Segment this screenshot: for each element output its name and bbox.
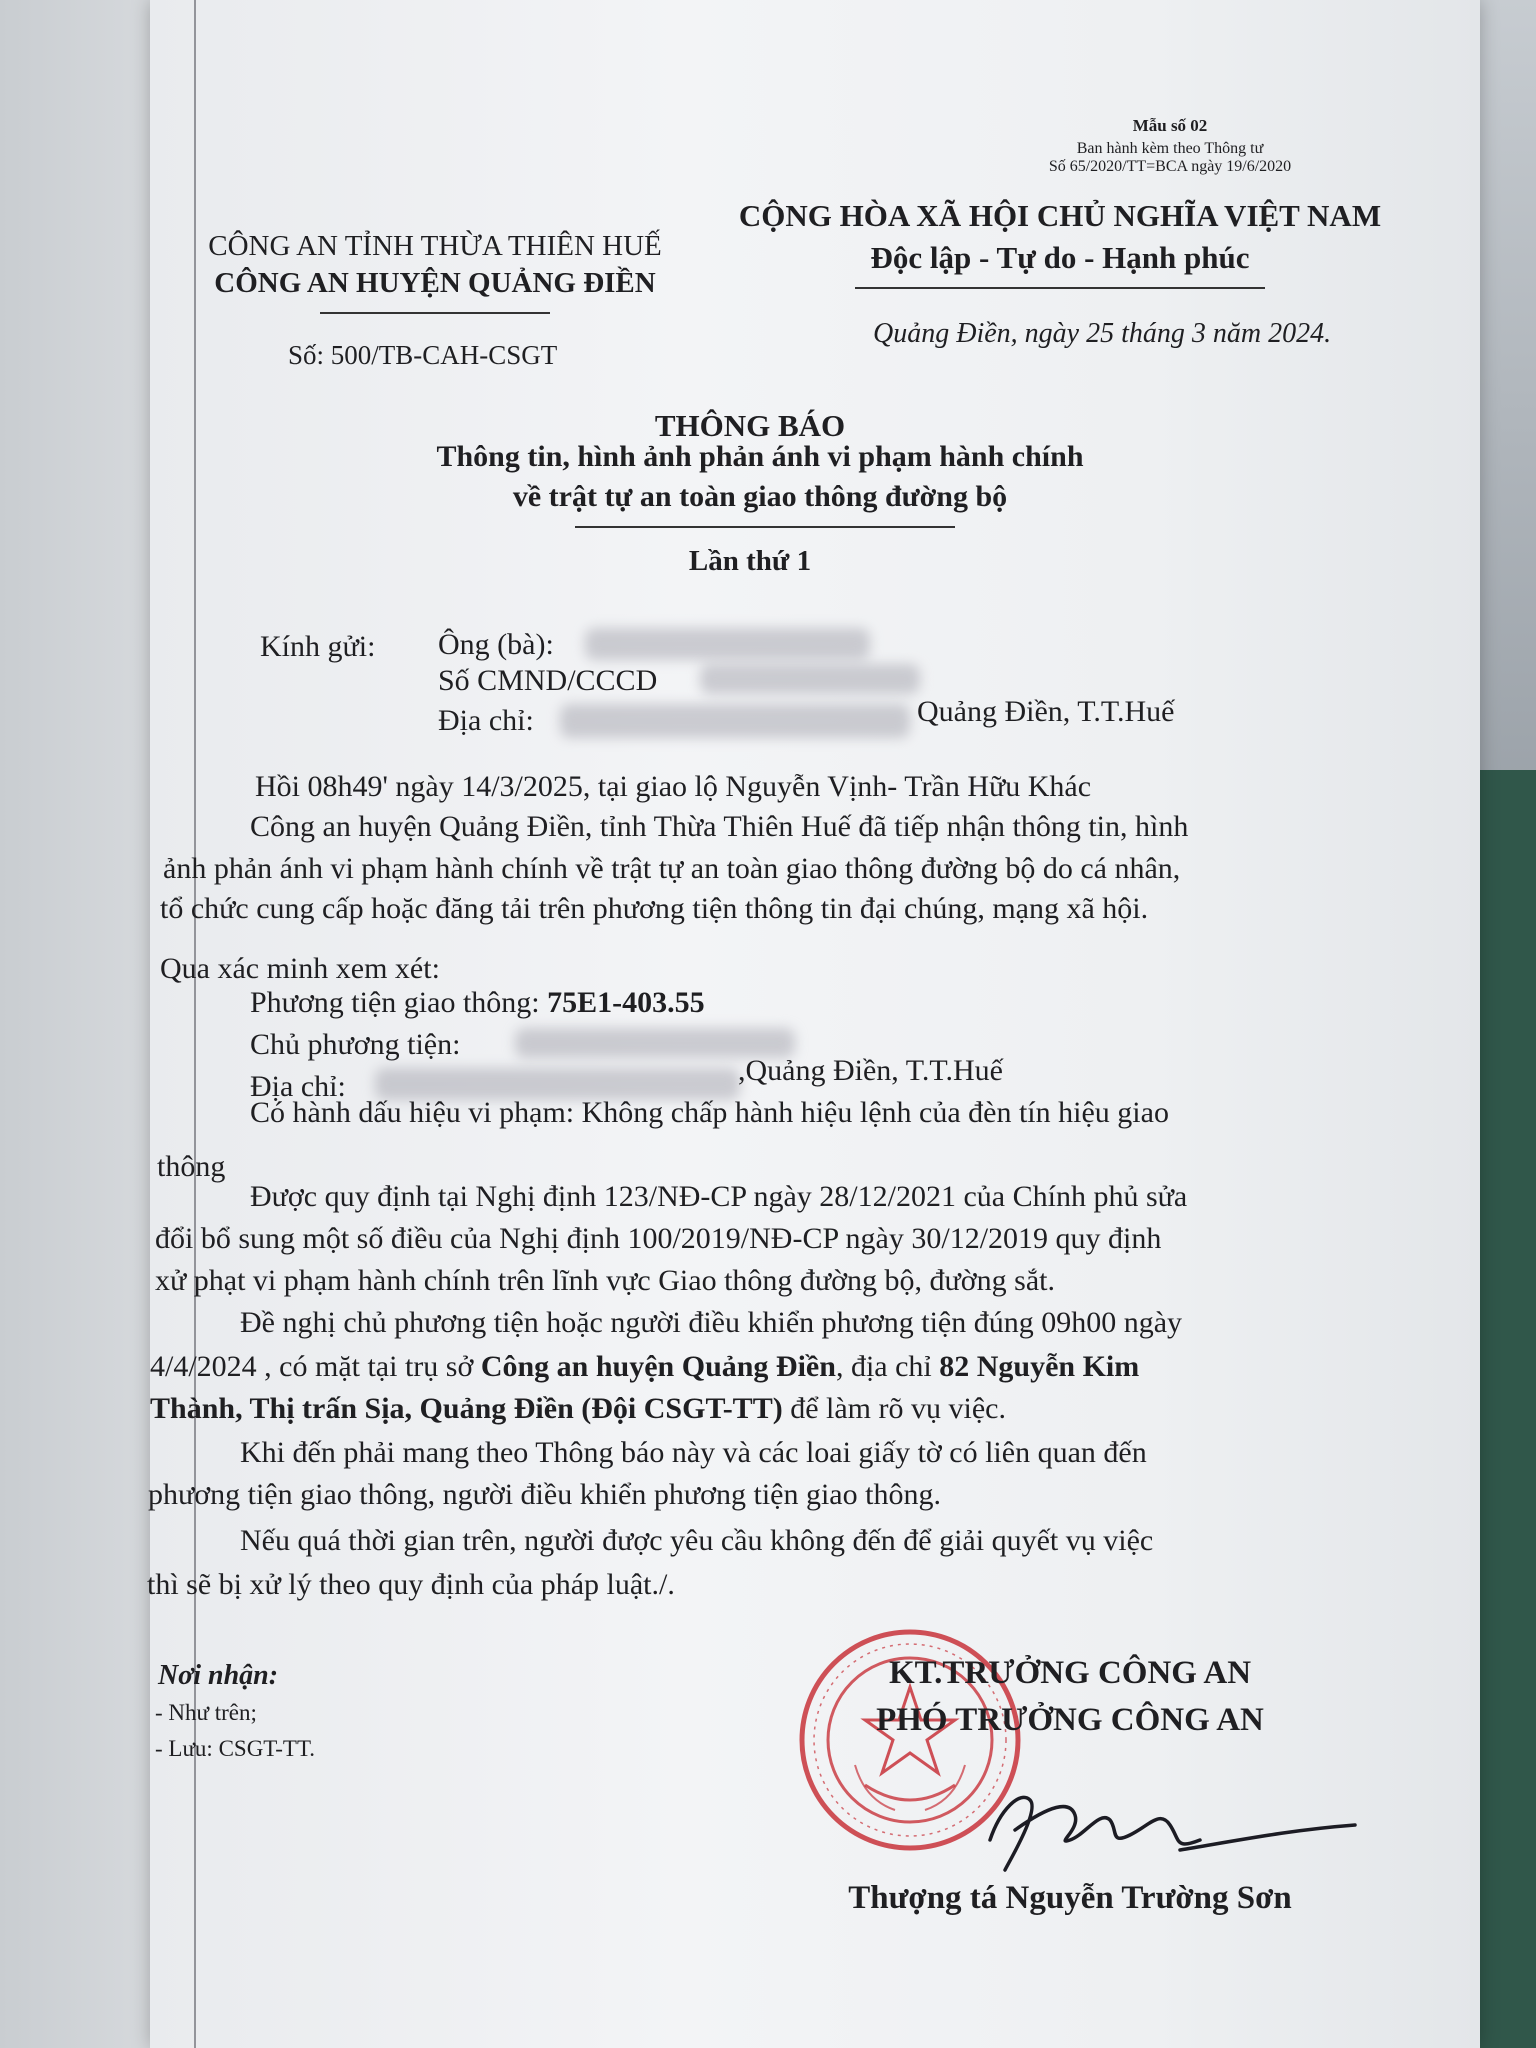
owner-address-suffix: ,Quảng Điền, T.T.Huế [738,1054,1003,1087]
body-p2-line1: Công an huyện Quảng Điền, tỉnh Thừa Thiên Huế đã tiếp nhận thông tin, hình [250,810,1189,843]
country-name: CỘNG HÒA XÃ HỘI CHỦ NGHĨA VIỆT NAM [738,198,1382,233]
legal-line3: xử phạt vi phạm hành chính trên lĩnh vực Giao thông đường bộ, đường sắt. [155,1264,1055,1297]
violation-line1: Có hành dấu hiệu vi phạm: Không chấp hành hiệu lệnh của đèn tín hiệu giao [250,1096,1169,1129]
body-p1: Hồi 08h49' ngày 14/3/2025, tại giao lộ Nguyễn Vịnh- Trần Hữu Khác [255,770,1092,803]
title-times: Lần thứ 1 [688,545,812,577]
motto: Độc lập - Tự do - Hạnh phúc [870,240,1250,275]
agency-top: CÔNG AN TỈNH THỪA THIÊN HUẾ [208,230,662,262]
owner-address-label: Địa chỉ: [250,1070,346,1103]
form-circular: Số 65/2020/TT=BCA ngày 19/6/2020 [1048,158,1292,175]
signature-role-1: KT.TRƯỞNG CÔNG AN [888,1655,1252,1691]
title-underline [575,526,955,528]
vehicle-line [250,986,705,1020]
form-issued-with: Ban hành kèm theo Thông tư [1076,140,1264,157]
request-purpose: để làm rõ vụ việc. [782,1392,1006,1425]
recipient-name-label: Ông (bà): [438,628,554,661]
place-date: Quảng Điền, ngày 25 tháng 3 năm 2024. [873,318,1332,349]
motto-underline [855,287,1265,289]
recipient-id-label: Số CMND/CCCD [438,664,658,697]
recipient-address-suffix: Quảng Điền, T.T.Huế [917,695,1175,728]
redacted-id [700,664,920,694]
redacted-address [560,704,910,738]
request-address-cont: Thành, Thị trấn Sịa, Quảng Điền (Đội CSGT-TT) [150,1392,783,1425]
signer-name: Thượng tá Nguyễn Trường Sơn [848,1880,1292,1916]
legal-line2: đổi bổ sung một số điều của Nghị định 100/2019/NĐ-CP ngày 30/12/2019 quy định [155,1222,1162,1255]
handwritten-signature-icon [960,1770,1360,1880]
bring-line2: phương tiện giao thông, người điều khiển phương tiện giao thông. [148,1478,941,1511]
recipient-label: Kính gửi: [260,630,376,663]
request-line3 [150,1392,1006,1426]
document-title: THÔNG BÁO [654,408,846,443]
body-p2-line2: ảnh phản ánh vi phạm hành chính về trật tự an toàn giao thông đường bộ do cá nhân, [163,852,1181,885]
request-line1: Đề nghị chủ phương tiện hoặc người điều khiển phương tiện đúng 09h00 ngày [240,1306,1183,1339]
request-date-text: 4/4/2024 , có mặt tại trụ sở [150,1350,481,1383]
vehicle-label: Phương tiện giao thông: [250,986,540,1019]
request-address: 82 Nguyễn Kim [939,1350,1140,1383]
recipient-address-label: Địa chỉ: [438,704,534,737]
title-line-1: Thông tin, hình ảnh phản ánh vi phạm hành chính [436,440,1084,473]
vehicle-plate: 75E1-403.55 [547,986,705,1019]
owner-label: Chủ phương tiện: [250,1028,461,1061]
agency-name: CÔNG AN HUYỆN QUẢNG ĐIỀN [214,267,656,299]
recipients-title: Nơi nhận: [158,1660,279,1691]
legal-line1: Được quy định tại Nghị định 123/NĐ-CP ngày 28/12/2021 của Chính phủ sửa [250,1180,1188,1213]
violation-line2: thông [157,1150,226,1183]
redacted-name [585,628,870,660]
agency-underline [320,312,550,314]
late-line1: Nếu quá thời gian trên, người được yêu cầu không đến để giải quyết vụ việc [240,1524,1154,1557]
recipients-item-2: - Lưu: CSGT-TT. [155,1736,316,1761]
bring-line1: Khi đến phải mang theo Thông báo này và các loai giấy tờ có liên quan đến [240,1436,1147,1469]
request-line2 [150,1350,1139,1384]
form-number: Mẫu số 02 [1132,116,1208,135]
request-office: Công an huyện Quảng Điền [480,1350,836,1383]
request-address-text: , địa chỉ [835,1350,940,1383]
recipients-item-1: - Như trên; [155,1700,257,1725]
body-p2-line4: Qua xác minh xem xét: [160,952,440,985]
signature-role-2: PHÓ TRƯỞNG CÔNG AN [876,1702,1264,1738]
late-line2: thì sẽ bị xử lý theo quy định của pháp luật./. [147,1568,675,1601]
body-p2-line3: tổ chức cung cấp hoặc đăng tải trên phương tiện thông tin đại chúng, mạng xã hội. [160,892,1149,925]
title-line-2: về trật tự an toàn giao thông đường bộ [512,480,1008,513]
document-number: Số: 500/TB-CAH-CSGT [288,340,558,370]
